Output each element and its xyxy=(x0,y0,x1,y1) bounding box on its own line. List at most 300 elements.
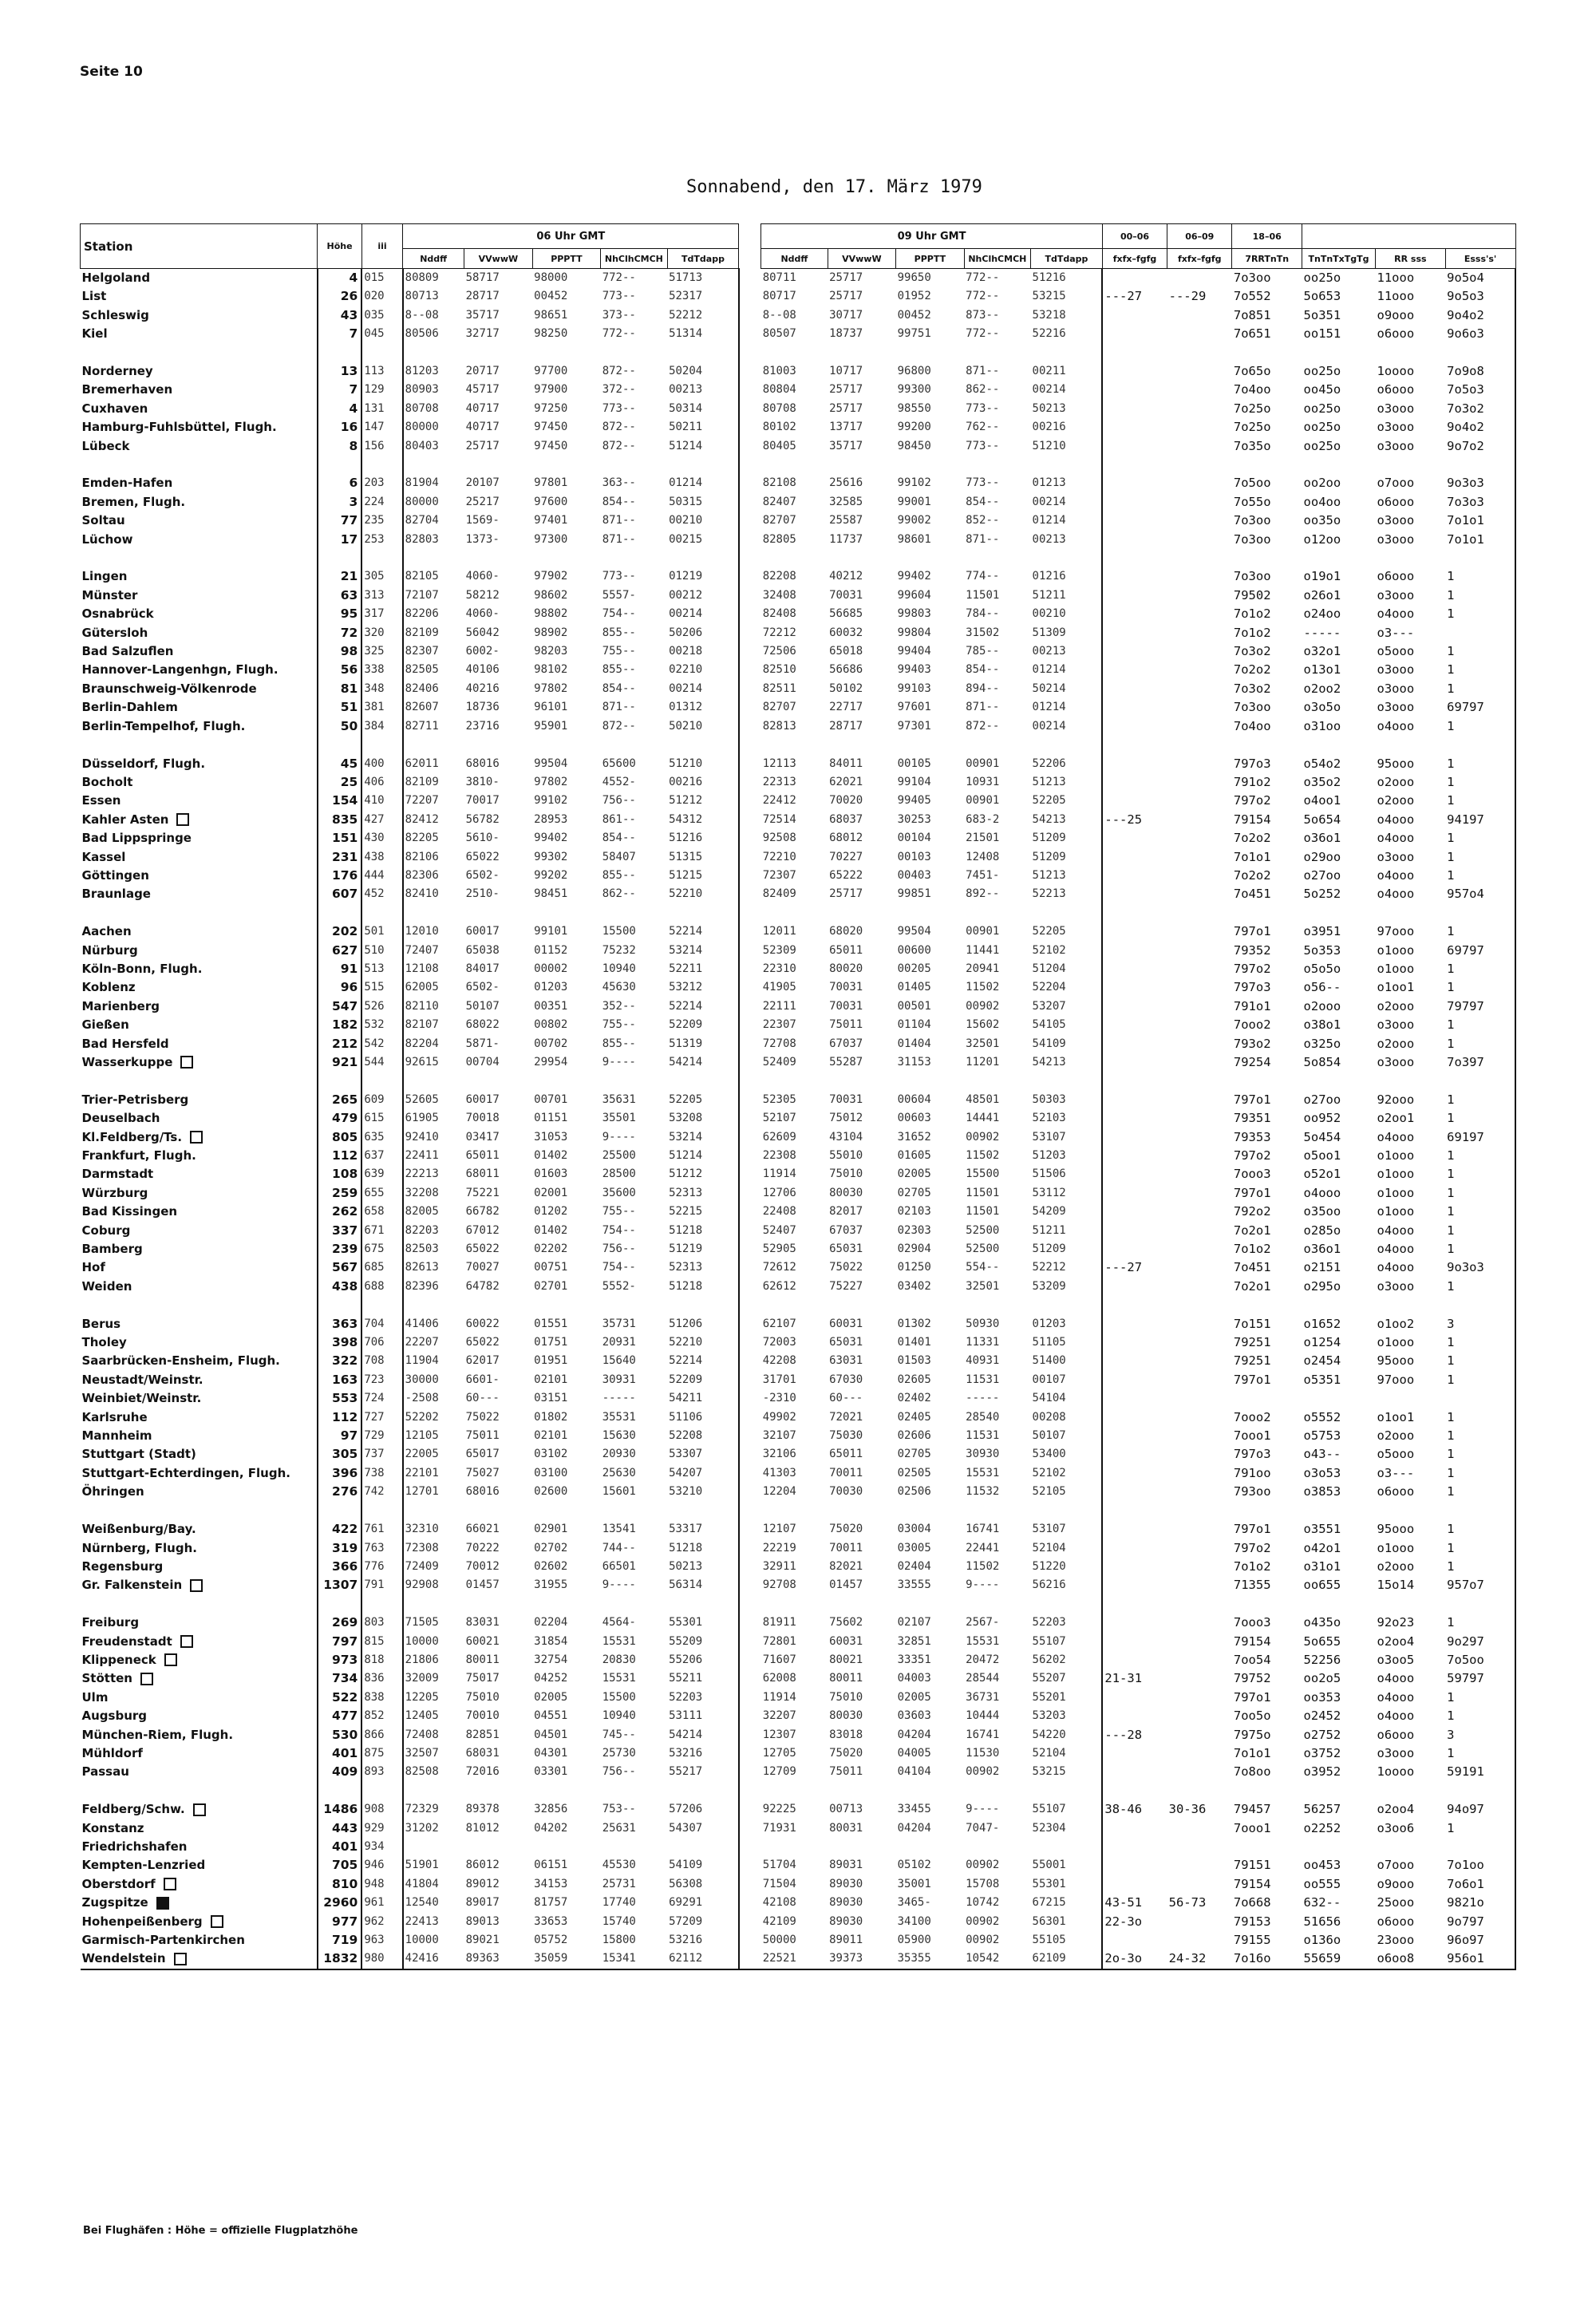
range-0609 xyxy=(1167,474,1232,492)
pppTT-09 xyxy=(896,1296,965,1314)
vvwww-06 xyxy=(464,549,533,567)
pppTT-06: 01951 xyxy=(534,1354,568,1368)
header-pppTT-06: PPPTT xyxy=(532,249,601,269)
nhcl-09: 7047- xyxy=(966,1821,1000,1835)
group-7RR: 79154 xyxy=(1233,1633,1271,1649)
pppTT-06: 01151 xyxy=(534,1112,568,1125)
nddff-09: 31701 xyxy=(762,1373,796,1386)
group-Esss: 1 xyxy=(1445,1352,1515,1370)
group-7RR: 7o35o xyxy=(1233,438,1271,453)
nhcl-06: 872-- xyxy=(602,365,636,378)
vvwww-06: 25217 xyxy=(465,495,500,508)
station-iii: 815 xyxy=(361,1633,402,1651)
nhcl-09: 773-- xyxy=(966,401,1000,415)
group-Esss: 1 xyxy=(1445,1539,1515,1558)
weather-table-body xyxy=(81,269,1516,1969)
group-RR: 11ooo xyxy=(1377,289,1415,304)
pppTT-06: 97900 xyxy=(534,383,568,397)
table-row xyxy=(81,1427,1516,1445)
tdapp-06: 51212 xyxy=(667,1165,739,1183)
group-7RR xyxy=(1232,1502,1302,1520)
tdapp-09 xyxy=(1031,456,1103,474)
range-0609 xyxy=(1167,1539,1232,1558)
nhcl-09: 20941 xyxy=(966,962,1000,975)
nhcl-06: 871-- xyxy=(602,532,636,546)
nhcl-09: 16741 xyxy=(966,1728,1000,1741)
spacer xyxy=(739,344,761,362)
nhcl-09: 32501 xyxy=(966,1279,1000,1293)
spacer xyxy=(739,1035,761,1053)
nddff-09: 82805 xyxy=(762,532,796,546)
vvwww-06: 68022 xyxy=(465,1018,500,1032)
nddff-09: 42109 xyxy=(762,1914,796,1928)
vvwww-09: 65011 xyxy=(829,943,863,957)
tdapp-09: 55001 xyxy=(1031,1856,1103,1874)
nddff-09: 11914 xyxy=(762,1167,796,1181)
spacer xyxy=(739,698,761,717)
table-row xyxy=(81,1128,1516,1147)
nddff-06: 52605 xyxy=(405,1092,439,1106)
header-tdapp-09: TdTdapp xyxy=(1031,249,1103,269)
tdapp-06: 52205 xyxy=(667,1091,739,1109)
group-TnTn: o29oo xyxy=(1303,849,1341,864)
vvwww-06: 65022 xyxy=(465,1336,500,1349)
range-0006 xyxy=(1102,942,1167,960)
group-Esss: 1 xyxy=(1445,1445,1515,1464)
nhcl-06: 15740 xyxy=(602,1914,636,1928)
station-iii: 035 xyxy=(361,306,402,325)
group-RR: o6ooo xyxy=(1377,326,1415,342)
group-7RR xyxy=(1232,1838,1302,1856)
vvwww-09: 84011 xyxy=(829,756,863,770)
tdapp-09: 52203 xyxy=(1031,1614,1103,1632)
vvwww-06: 70012 xyxy=(465,1559,500,1573)
range-0609 xyxy=(1167,1072,1232,1090)
tdapp-06: 02210 xyxy=(667,661,739,679)
pppTT-09: 99404 xyxy=(897,645,931,658)
range-0006 xyxy=(1102,1614,1167,1632)
nhcl-06: 15630 xyxy=(602,1429,636,1443)
nddff-09: 92508 xyxy=(762,832,796,845)
station-iii: 763 xyxy=(361,1539,402,1558)
nhcl-06: 45630 xyxy=(602,981,636,994)
spacer xyxy=(739,1053,761,1072)
tdapp-09: 53207 xyxy=(1031,997,1103,1016)
group-TnTn: oo25o xyxy=(1303,420,1341,435)
range-0006 xyxy=(1102,1838,1167,1856)
tdapp-06: 51216 xyxy=(667,829,739,847)
vvwww-06: 83031 xyxy=(465,1616,500,1630)
pppTT-09: 01404 xyxy=(897,1037,931,1050)
nhcl-09: 10444 xyxy=(966,1709,1000,1723)
station-iii: 501 xyxy=(361,922,402,941)
station-iii: 980 xyxy=(361,1949,402,1969)
nhcl-09 xyxy=(964,1072,1030,1090)
group-RR: o1oo1 xyxy=(1377,1409,1415,1424)
tdapp-06: 50204 xyxy=(667,362,739,381)
tdapp-09: 53107 xyxy=(1031,1128,1103,1147)
station-iii: 253 xyxy=(361,531,402,549)
station-name: Weißenburg/Bay. xyxy=(81,1522,196,1537)
nddff-09: 92708 xyxy=(762,1578,796,1592)
spacer xyxy=(739,1502,761,1520)
pppTT-09: 33351 xyxy=(897,1653,931,1666)
pppTT-09: 04003 xyxy=(897,1672,931,1685)
vvwww-09: 83018 xyxy=(829,1728,863,1741)
group-RR: o9ooo xyxy=(1377,307,1415,322)
station-hoehe: 396 xyxy=(318,1464,362,1483)
nddff-06: 30000 xyxy=(405,1373,439,1386)
group-7RR: 7o2o1 xyxy=(1233,1278,1271,1294)
nddff-09: 72708 xyxy=(762,1037,796,1050)
pppTT-09: 00452 xyxy=(897,308,931,322)
tdapp-09: 56216 xyxy=(1031,1576,1103,1594)
table-row xyxy=(81,1576,1516,1594)
station-iii: 776 xyxy=(361,1558,402,1576)
header-group-06: 06 Uhr GMT xyxy=(403,224,739,249)
header-sub-e: RR sss xyxy=(1376,249,1446,269)
station-iii: 852 xyxy=(361,1707,402,1725)
nhcl-06: 755-- xyxy=(602,1205,636,1219)
nddff-06: 10000 xyxy=(405,1634,439,1648)
station-name: Kempten-Lenzried xyxy=(81,1858,206,1873)
vvwww-09 xyxy=(828,549,896,567)
group-TnTn: 55659 xyxy=(1302,1949,1376,1969)
vvwww-09: 65222 xyxy=(829,868,863,882)
range-0006 xyxy=(1102,1278,1167,1296)
station-hoehe: 112 xyxy=(318,1408,362,1427)
group-Esss: 1 xyxy=(1445,567,1515,586)
spacer xyxy=(739,1296,761,1314)
spacer xyxy=(739,904,761,922)
nhcl-06: 372-- xyxy=(602,383,636,397)
pppTT-09: 02705 xyxy=(897,1186,931,1199)
tdapp-06: 50211 xyxy=(667,418,739,437)
nhcl-06: 75232 xyxy=(602,943,636,957)
station-hoehe: 95 xyxy=(318,605,362,623)
station-name: Bad Hersfeld xyxy=(81,1036,169,1051)
vvwww-09: 25717 xyxy=(829,290,863,303)
nhcl-06: 855-- xyxy=(602,868,636,882)
group-7RR: 797o1 xyxy=(1233,1092,1271,1107)
range-0609 xyxy=(1167,1165,1232,1183)
range-0609 xyxy=(1167,1035,1232,1053)
nddff-06: 82109 xyxy=(405,775,439,788)
pppTT-09: 01302 xyxy=(897,1317,931,1330)
range-0006 xyxy=(1102,792,1167,810)
table-row xyxy=(81,1258,1516,1277)
pppTT-09 xyxy=(896,549,965,567)
vvwww-09: 28717 xyxy=(829,719,863,733)
spacer xyxy=(739,418,761,437)
nhcl-06: 9---- xyxy=(602,1055,636,1069)
nhcl-09: 11502 xyxy=(966,1149,1000,1162)
range-0006 xyxy=(1102,1558,1167,1576)
nhcl-06: 871-- xyxy=(602,701,636,714)
vvwww-06: 28717 xyxy=(465,290,500,303)
station-name: Osnabrück xyxy=(81,606,154,622)
tdapp-06: 51315 xyxy=(667,848,739,867)
nhcl-09: 784-- xyxy=(966,607,1000,621)
tdapp-06: 55209 xyxy=(667,1633,739,1651)
nddff-06 xyxy=(403,1072,464,1090)
nddff-06: 72207 xyxy=(405,794,439,808)
station-hoehe xyxy=(318,549,362,567)
nhcl-06: 745-- xyxy=(602,1728,636,1741)
nddff-06 xyxy=(403,904,464,922)
group-Esss: 1 xyxy=(1445,848,1515,867)
group-Esss: 9o4o2 xyxy=(1445,306,1515,325)
nhcl-09: 854-- xyxy=(966,495,1000,508)
table-row xyxy=(81,1445,1516,1464)
tdapp-06 xyxy=(667,1595,739,1614)
group-Esss: 1 xyxy=(1445,1371,1515,1389)
pppTT-09: 3465- xyxy=(897,1896,931,1910)
station-name: Saarbrücken-Ensheim, Flugh. xyxy=(81,1353,280,1369)
group-RR: o3oo6 xyxy=(1377,1820,1415,1835)
nddff-09: 32911 xyxy=(762,1559,796,1573)
station-name: Mühldorf xyxy=(81,1745,143,1760)
station-hoehe: 7 xyxy=(318,381,362,399)
group-7RR: 79154 xyxy=(1233,812,1271,827)
pppTT-09: 33455 xyxy=(897,1803,931,1816)
tdapp-09: 52304 xyxy=(1031,1819,1103,1838)
group-TnTn: o3853 xyxy=(1303,1484,1341,1499)
vvwww-06: 75017 xyxy=(465,1672,500,1685)
table-row xyxy=(81,1669,1516,1688)
tdapp-09: 53107 xyxy=(1031,1520,1103,1539)
station-name: Braunlage xyxy=(81,887,151,902)
group-RR xyxy=(1376,1072,1446,1090)
vvwww-06: 50107 xyxy=(465,999,500,1013)
nhcl-09: 854-- xyxy=(966,663,1000,677)
table-row xyxy=(81,287,1516,306)
spacer xyxy=(739,1633,761,1651)
group-Esss: 1 xyxy=(1445,1333,1515,1352)
station-name xyxy=(81,1072,318,1090)
group-TnTn: o4oo1 xyxy=(1303,793,1341,808)
tdapp-09 xyxy=(1031,1502,1103,1520)
nddff-06: 31202 xyxy=(405,1821,439,1835)
nhcl-06 xyxy=(601,736,667,754)
nhcl-06: 25500 xyxy=(602,1149,636,1162)
pppTT-09: 00501 xyxy=(897,999,931,1013)
nhcl-06: 756-- xyxy=(602,794,636,808)
vvwww-06: 65038 xyxy=(465,943,500,957)
station-hoehe: 409 xyxy=(318,1763,362,1781)
tdapp-09: 00210 xyxy=(1031,605,1103,623)
tdapp-09: 51213 xyxy=(1031,773,1103,792)
pppTT-06: 02202 xyxy=(534,1242,568,1256)
vvwww-06: 68016 xyxy=(465,756,500,770)
range-0006 xyxy=(1102,1352,1167,1370)
range-0609 xyxy=(1167,567,1232,586)
group-Esss: 9o5o4 xyxy=(1445,269,1515,288)
station-iii xyxy=(361,1595,402,1614)
vvwww-09 xyxy=(828,736,896,754)
tdapp-09: 52104 xyxy=(1031,1744,1103,1763)
station-hoehe: 322 xyxy=(318,1352,362,1370)
pppTT-06: 04252 xyxy=(534,1672,568,1685)
range-0006: 43-51 xyxy=(1104,1895,1143,1910)
pppTT-09: 99504 xyxy=(897,925,931,938)
pppTT-06: 03151 xyxy=(534,1392,568,1405)
group-RR: o5ooo xyxy=(1377,644,1415,659)
tdapp-09: 01203 xyxy=(1031,1315,1103,1333)
tdapp-06: 52317 xyxy=(667,287,739,306)
range-0006 xyxy=(1102,904,1167,922)
station-name: Freiburg xyxy=(81,1615,140,1630)
header-nddff-09: Nddff xyxy=(761,249,828,269)
nddff-06: 12108 xyxy=(405,962,439,975)
station-iii: 655 xyxy=(361,1184,402,1203)
group-Esss: 1 xyxy=(1445,1222,1515,1240)
group-Esss: 9o7o2 xyxy=(1445,437,1515,456)
tdapp-09: 54213 xyxy=(1031,1053,1103,1072)
station-name: Hamburg-Fuhlsbüttel, Flugh. xyxy=(81,420,277,435)
group-RR: o2ooo xyxy=(1377,1558,1415,1574)
header-sub-d: TnTnTxTgTg xyxy=(1302,249,1376,269)
group-RR xyxy=(1376,1296,1446,1314)
range-0006: ---28 xyxy=(1104,1727,1143,1742)
station-hoehe: 4 xyxy=(318,269,362,288)
nddff-06: 12540 xyxy=(405,1896,439,1910)
table-row xyxy=(81,1763,1516,1781)
range-0006 xyxy=(1102,549,1167,567)
nhcl-09: 15531 xyxy=(966,1634,1000,1648)
tdapp-09: 56301 xyxy=(1031,1913,1103,1931)
range-0609 xyxy=(1167,1614,1232,1632)
tdapp-06: 54214 xyxy=(667,1726,739,1744)
group-TnTn: 5o454 xyxy=(1303,1129,1341,1144)
header-pppTT-09: PPPTT xyxy=(896,249,965,269)
pppTT-06: 00701 xyxy=(534,1092,568,1106)
pppTT-06 xyxy=(532,344,601,362)
nddff-06: 82107 xyxy=(405,1018,439,1032)
tdapp-09: 00214 xyxy=(1031,717,1103,736)
table-gap-row xyxy=(81,1296,1516,1314)
spacer xyxy=(739,1408,761,1427)
group-TnTn: o5753 xyxy=(1303,1428,1341,1444)
group-RR: o7ooo xyxy=(1377,1858,1415,1873)
vvwww-09: 65018 xyxy=(829,645,863,658)
tdapp-06: 52214 xyxy=(667,997,739,1016)
group-Esss: 7o9o8 xyxy=(1445,362,1515,381)
group-Esss: 69197 xyxy=(1445,1128,1515,1147)
nddff-09: 71504 xyxy=(762,1877,796,1890)
spacer xyxy=(739,587,761,605)
nddff-09: 82108 xyxy=(762,476,796,490)
nhcl-09: 16741 xyxy=(966,1523,1000,1536)
station-iii: 738 xyxy=(361,1464,402,1483)
range-0609 xyxy=(1167,325,1232,343)
group-RR: o4ooo xyxy=(1377,867,1415,883)
vvwww-06: 89021 xyxy=(465,1934,500,1946)
group-TnTn: oo4oo xyxy=(1303,494,1341,509)
group-TnTn: o35o2 xyxy=(1303,774,1341,789)
tdapp-09: 55301 xyxy=(1031,1875,1103,1894)
nddff-06: 11904 xyxy=(405,1354,439,1368)
group-RR xyxy=(1376,904,1446,922)
tdapp-09: 00208 xyxy=(1031,1408,1103,1427)
station-name: Lübeck xyxy=(81,438,130,453)
tdapp-06: 01214 xyxy=(667,474,739,492)
nddff-09: 12204 xyxy=(762,1485,796,1499)
tdapp-09: 52213 xyxy=(1031,885,1103,903)
nddff-06: 82704 xyxy=(405,514,439,527)
nhcl-09: 00901 xyxy=(966,794,1000,808)
pppTT-09 xyxy=(896,1595,965,1614)
nddff-09: 71931 xyxy=(762,1821,796,1835)
group-TnTn: 56257 xyxy=(1303,1802,1341,1817)
tdapp-09: 51211 xyxy=(1031,1222,1103,1240)
pppTT-06 xyxy=(532,456,601,474)
vvwww-09: 35717 xyxy=(829,439,863,452)
table-row xyxy=(81,1856,1516,1874)
tdapp-09: 55207 xyxy=(1031,1669,1103,1688)
range-0609 xyxy=(1167,792,1232,810)
vvwww-06: 5610- xyxy=(465,832,500,845)
group-7RR: 79752 xyxy=(1233,1671,1271,1686)
tdapp-09: 54220 xyxy=(1031,1726,1103,1744)
nhcl-09: 15500 xyxy=(966,1167,1000,1181)
nhcl-09: 9---- xyxy=(966,1803,1000,1816)
group-TnTn: o2452 xyxy=(1303,1709,1341,1724)
station-hoehe: 2960 xyxy=(318,1894,362,1912)
group-Esss: 7o397 xyxy=(1445,1053,1515,1072)
nddff-06: -2508 xyxy=(405,1392,439,1405)
group-RR: o2ooo xyxy=(1377,1036,1415,1051)
group-TnTn: o52o1 xyxy=(1303,1167,1341,1182)
group-RR xyxy=(1376,1838,1446,1856)
tdapp-09: 51213 xyxy=(1031,867,1103,885)
spacer xyxy=(739,474,761,492)
station-hoehe xyxy=(318,344,362,362)
vvwww-06: 40106 xyxy=(465,663,500,677)
table-gap-row xyxy=(81,1595,1516,1614)
group-Esss: 1 xyxy=(1445,1240,1515,1258)
vvwww-06: 89378 xyxy=(465,1803,500,1816)
tdapp-06: 52203 xyxy=(667,1689,739,1707)
pppTT-09: 04204 xyxy=(897,1728,931,1741)
vvwww-09: 67037 xyxy=(829,1037,863,1050)
vvwww-09: 82017 xyxy=(829,1205,863,1219)
pppTT-09: 99002 xyxy=(897,514,931,527)
group-7RR: 7o851 xyxy=(1233,307,1271,322)
station-iii: 515 xyxy=(361,978,402,997)
station-hoehe: 319 xyxy=(318,1539,362,1558)
range-0006 xyxy=(1102,269,1167,288)
pppTT-09: 01250 xyxy=(897,1261,931,1274)
nhcl-09: 872-- xyxy=(966,719,1000,733)
tdapp-09: 01216 xyxy=(1031,567,1103,586)
nhcl-06: 30931 xyxy=(602,1373,636,1386)
tdapp-06: 53214 xyxy=(667,942,739,960)
group-TnTn: o42o1 xyxy=(1303,1540,1341,1555)
pppTT-06: 02701 xyxy=(534,1279,568,1293)
group-7RR: 7975o xyxy=(1233,1727,1271,1742)
vvwww-09: 18737 xyxy=(829,327,863,341)
nddff-06: 82406 xyxy=(405,681,439,695)
nhcl-09: 00901 xyxy=(966,925,1000,938)
nddff-09: 12709 xyxy=(762,1765,796,1779)
pppTT-09: 99751 xyxy=(897,327,931,341)
station-iii: 427 xyxy=(361,811,402,829)
group-RR: 95ooo xyxy=(1377,1522,1415,1537)
spacer xyxy=(739,755,761,773)
vvwww-06: 64782 xyxy=(465,1279,500,1293)
tdapp-06: 53111 xyxy=(667,1707,739,1725)
